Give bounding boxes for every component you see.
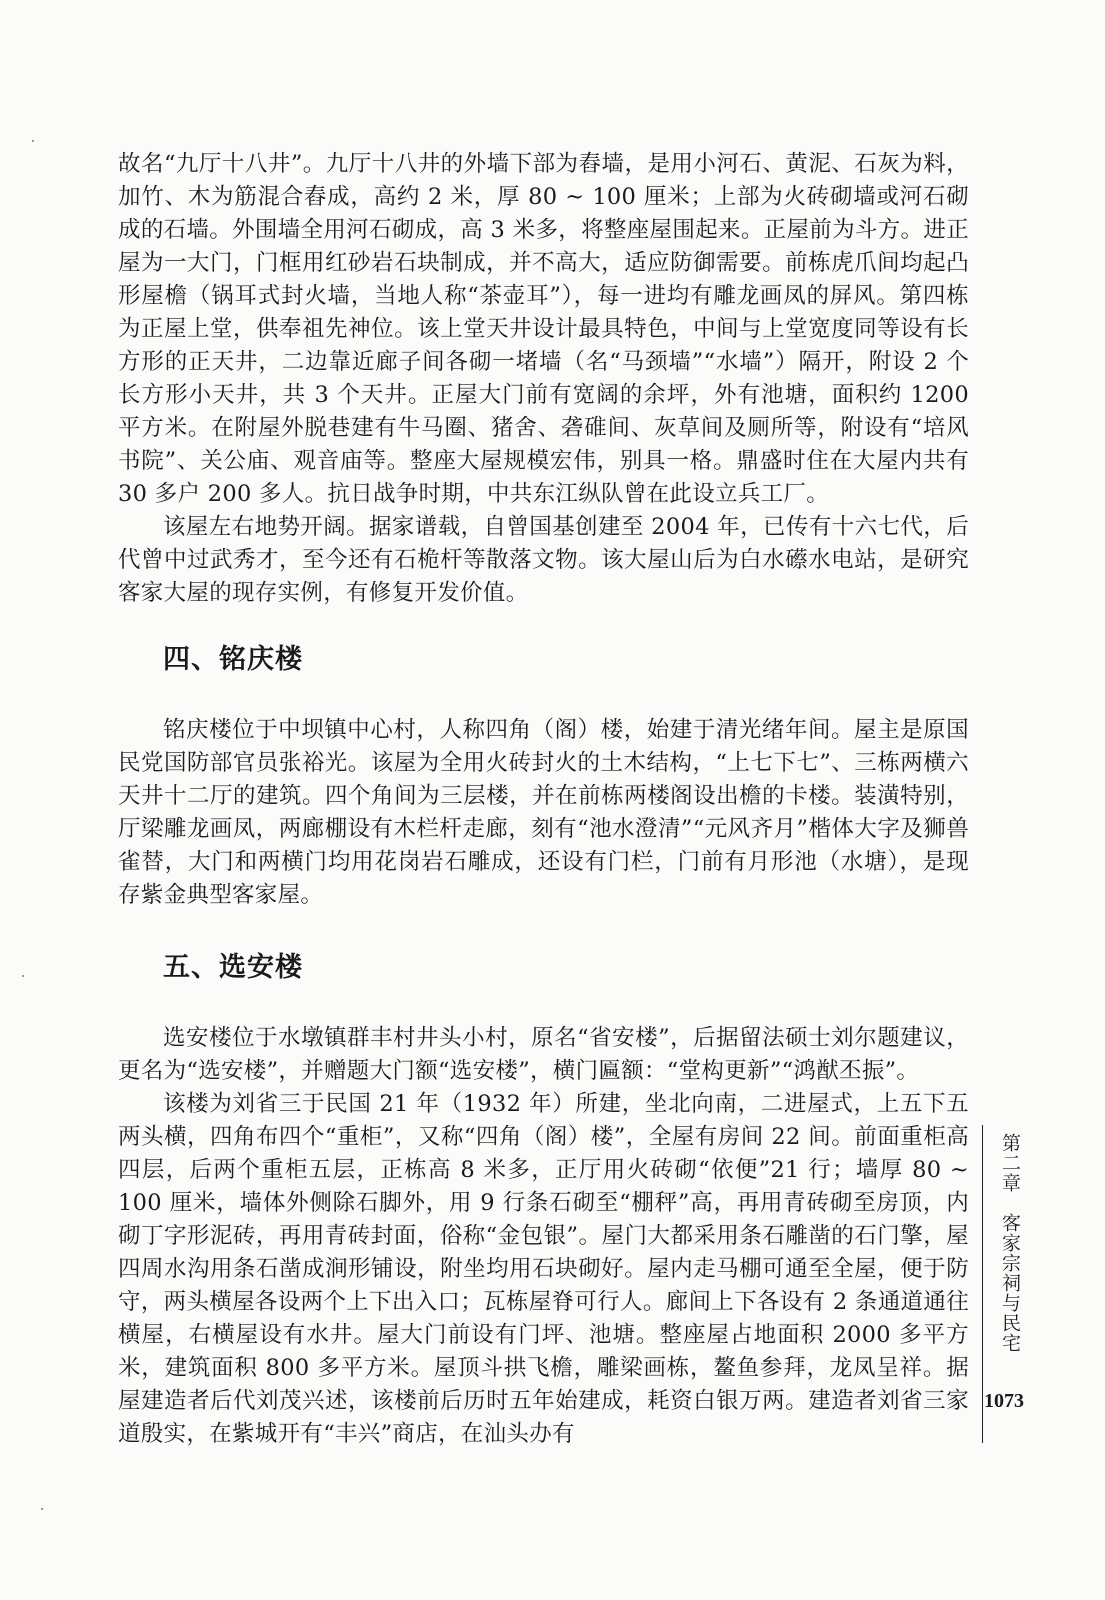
paragraph-terrain: 该屋左右地势开阔。据家谱载，自曾国基创建至 2004 年，已传有十六七代，后代曾中过武秀才，至今还有石桅杆等散落文物。该大屋山后为白水礤水电站，是研究客家大屋的现存实例，有修复开发价值。	[118, 514, 969, 606]
scan-speck	[22, 975, 24, 977]
paragraph-jiuting: 故名“九厅十八井”。九厅十八井的外墙下部为舂墙，是用小河石、黄泥、石灰为料，加竹、木为筋混合舂成，高约 2 米，厚 80 ~ 100 厘米；上部为火砖砌墙或河石砌成的石墙。外围墙全用河石砌成，高 3 米多，将整座屋围起来。正屋前为斗方。进正屋为一大门，门框用红砂岩石块制成，并不高大，适应防御需要。前栋虎爪间均起凸形屋檐（锅耳式封火墙，当地人称“茶壶耳”），每一进均有雕龙画凤的屏风。第四栋为正屋上堂，供奉祖先神位。该上堂天井设计最具特色，中间与上堂宽度同等设有长方形的正天井，二边靠近廊子间各砌一堵墙（名“马颈墙”“水墙”）隔开，附设 2 个长方形小天井，共 3 个天井。正屋大门前有宽阔的余坪，外有池塘，面积约 1200 平方米。在附屋外脱巷建有牛马圈、猪舍、砻碓间、灰草间及厕所等，附设有“培风书院”、关公庙、观音庙等。整座大屋规模宏伟，别具一格。鼎盛时住在大屋内共有 30 多户 200 多人。抗日战争时期，中共东江纵队曾在此设立兵工厂。	[118, 151, 969, 507]
paragraph-mingqing: 铭庆楼位于中坝镇中心村，人称四角（阁）楼，始建于清光绪年间。屋主是原国民党国防部官员张裕光。该屋为全用火砖封火的土木结构，“上七下七”、三栋两横六天井十二厅的建筑。四个角间为三层楼，并在前栋两楼阁设出檐的卡楼。装潢特别，厅梁雕龙画凤，两廊棚设有木栏杆走廊，刻有“池水澄清”“元风齐月”楷体大字及狮兽雀替，大门和两横门均用花岗岩石雕成，还设有门栏，门前有月形池（水塘），是现存紫金典型客家屋。	[118, 717, 969, 908]
page-number: 1073	[984, 1390, 1024, 1412]
chapter-label: 第二章 客家宗祠与民宅	[999, 1133, 1021, 1353]
scan-speck	[41, 1508, 43, 1510]
scan-speck	[32, 140, 34, 142]
paragraph-xuanan-detail: 该楼为刘省三于民国 21 年（1932 年）所建，坐北向南，二进屋式，上五下五两头横，四角布四个“重柜”，又称“四角（阁）楼”，全屋有房间 22 间。前面重柜高四层，后两个重柜五层，正栋高 8 米多，正厅用火砖砌“依便”21 行；墙厚 80 ~ 100 厘米，墙体外侧除石脚外，用 9 行条石砌至“棚秤”高，再用青砖砌至房顶，内砌丁字形泥砖，再用青砖封面，俗称“金包银”。屋门大都采用条石雕凿的石门擎，屋四周水沟用条石凿成涧形铺设，附坐均用石块砌好。屋内走马棚可通至全屋，便于防守，两头横屋各设两个上下出入口；瓦栋屋脊可行人。廊间上下各设有 2 条通道通往横屋，右横屋设有水井。屋大门前设有门坪、池塘。整座屋占地面积 2000 多平方米，建筑面积 800 多平方米。屋顶斗拱飞檐，雕梁画栋，鳌鱼参拜，龙凤呈祥。据屋建造者后代刘茂兴述，该楼前后历时五年始建成，耗资白银万两。建造者刘省三家道殷实，在紫城开有“丰兴”商店，在汕头办有	[118, 1091, 969, 1447]
body-text	[118, 148, 969, 1451]
paragraph-xuanan-intro: 选安楼位于水墩镇群丰村井头小村，原名“省安楼”，后据留法硕士刘尔题建议，更名为“选安楼”，并赠题大门额“选安楼”，横门匾额：“堂构更新”“鸿猷丕振”。	[118, 1025, 969, 1084]
section-heading-xuanan: 五、选安楼	[163, 952, 303, 983]
section-heading-mingqing: 四、铭庆楼	[163, 644, 303, 675]
